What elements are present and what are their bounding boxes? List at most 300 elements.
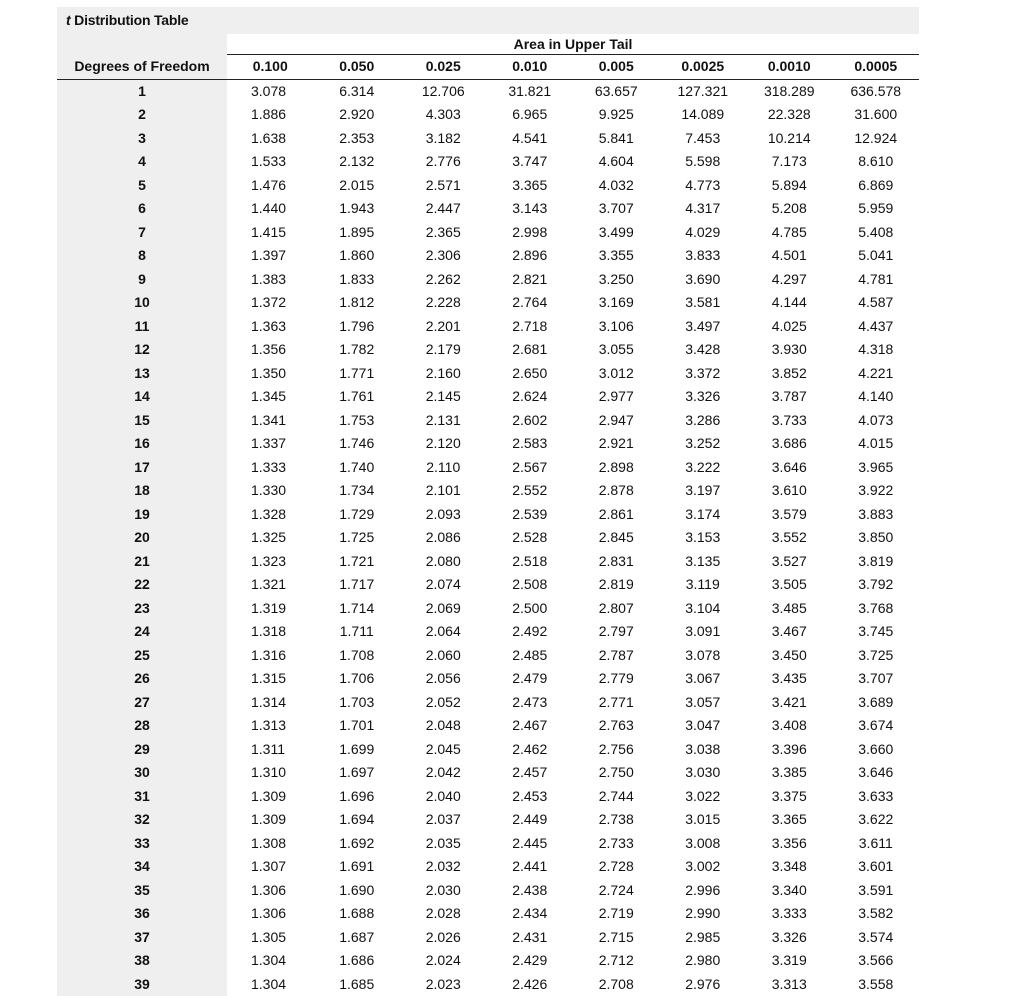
value-cell: 2.101 [400,479,487,503]
value-cell: 1.372 [227,291,314,315]
value-cell: 318.289 [746,79,833,103]
value-cell: 2.449 [487,808,574,832]
title-italic-t: t [66,12,70,28]
column-header: 0.0005 [833,55,920,80]
value-cell: 4.604 [573,150,660,174]
value-cell: 2.650 [487,362,574,386]
value-cell: 2.681 [487,338,574,362]
value-cell: 2.145 [400,385,487,409]
value-cell: 1.886 [227,103,314,127]
value-cell: 6.869 [833,174,920,198]
value-cell: 1.703 [314,691,401,715]
table-row [57,268,919,292]
value-cell: 1.533 [227,150,314,174]
table-row [57,503,919,527]
value-cell: 5.894 [746,174,833,198]
value-cell: 3.660 [833,738,920,762]
value-cell: 2.708 [573,973,660,996]
df-cell: 1 [57,79,227,103]
value-cell: 4.587 [833,291,920,315]
df-cell: 15 [57,409,227,433]
value-cell: 1.356 [227,338,314,362]
value-cell: 4.318 [833,338,920,362]
value-cell: 6.314 [314,79,401,103]
value-cell: 2.056 [400,667,487,691]
df-cell: 11 [57,315,227,339]
value-cell: 4.015 [833,432,920,456]
value-cell: 2.040 [400,785,487,809]
value-cell: 2.728 [573,855,660,879]
value-cell: 4.029 [660,221,747,245]
df-cell: 35 [57,879,227,903]
value-cell: 1.305 [227,926,314,950]
value-cell: 3.686 [746,432,833,456]
df-cell: 37 [57,926,227,950]
table-row [57,362,919,386]
value-cell: 2.120 [400,432,487,456]
table-row [57,949,919,973]
value-cell: 2.779 [573,667,660,691]
value-cell: 2.453 [487,785,574,809]
value-cell: 1.729 [314,503,401,527]
value-cell: 2.756 [573,738,660,762]
value-cell: 2.518 [487,550,574,574]
value-cell: 12.924 [833,127,920,151]
value-cell: 2.715 [573,926,660,950]
value-cell: 1.833 [314,268,401,292]
table-row [57,573,919,597]
value-cell: 1.691 [314,855,401,879]
value-cell: 3.174 [660,503,747,527]
value-cell: 1.860 [314,244,401,268]
value-cell: 2.998 [487,221,574,245]
value-cell: 1.306 [227,879,314,903]
value-cell: 1.321 [227,573,314,597]
value-cell: 2.441 [487,855,574,879]
value-cell: 1.323 [227,550,314,574]
value-cell: 1.318 [227,620,314,644]
table-row [57,738,919,762]
value-cell: 2.179 [400,338,487,362]
value-cell: 2.445 [487,832,574,856]
table-row [57,902,919,926]
value-cell: 1.696 [314,785,401,809]
table-row [57,479,919,503]
table-row [57,855,919,879]
df-cell: 21 [57,550,227,574]
value-cell: 3.135 [660,550,747,574]
table-row [57,620,919,644]
column-header: 0.050 [314,55,401,80]
value-cell: 2.462 [487,738,574,762]
value-cell: 4.073 [833,409,920,433]
table-row [57,385,919,409]
tail-header-row [57,34,919,55]
value-cell: 3.450 [746,644,833,668]
value-cell: 4.541 [487,127,574,151]
df-header-spacer [57,34,227,55]
value-cell: 3.119 [660,573,747,597]
value-cell: 2.920 [314,103,401,127]
value-cell: 2.032 [400,855,487,879]
value-cell: 9.925 [573,103,660,127]
value-cell: 4.303 [400,103,487,127]
value-cell: 1.688 [314,902,401,926]
value-cell: 2.764 [487,291,574,315]
value-cell: 1.708 [314,644,401,668]
value-cell: 3.558 [833,973,920,996]
df-cell: 22 [57,573,227,597]
value-cell: 1.701 [314,714,401,738]
value-cell: 2.821 [487,268,574,292]
value-cell: 3.591 [833,879,920,903]
value-cell: 2.074 [400,573,487,597]
df-cell: 13 [57,362,227,386]
value-cell: 2.845 [573,526,660,550]
value-cell: 3.574 [833,926,920,950]
value-cell: 2.797 [573,620,660,644]
value-cell: 1.328 [227,503,314,527]
value-cell: 2.365 [400,221,487,245]
df-cell: 23 [57,597,227,621]
value-cell: 3.355 [573,244,660,268]
value-cell: 2.807 [573,597,660,621]
value-cell: 1.330 [227,479,314,503]
value-cell: 3.930 [746,338,833,362]
value-cell: 3.197 [660,479,747,503]
df-cell: 5 [57,174,227,198]
value-cell: 3.527 [746,550,833,574]
value-cell: 2.485 [487,644,574,668]
value-cell: 636.578 [833,79,920,103]
value-cell: 3.396 [746,738,833,762]
value-cell: 1.476 [227,174,314,198]
table-row [57,291,919,315]
df-cell: 36 [57,902,227,926]
value-cell: 1.895 [314,221,401,245]
value-cell: 1.309 [227,785,314,809]
value-cell: 14.089 [660,103,747,127]
df-cell: 18 [57,479,227,503]
value-cell: 1.714 [314,597,401,621]
value-cell: 2.624 [487,385,574,409]
value-cell: 3.408 [746,714,833,738]
title-band [57,7,919,34]
value-cell: 3.078 [227,79,314,103]
column-header-row [57,55,919,80]
value-cell: 3.633 [833,785,920,809]
value-cell: 2.306 [400,244,487,268]
value-cell: 1.325 [227,526,314,550]
value-cell: 2.718 [487,315,574,339]
value-cell: 2.015 [314,174,401,198]
value-cell: 1.306 [227,902,314,926]
value-cell: 3.182 [400,127,487,151]
table-row [57,644,919,668]
value-cell: 2.980 [660,949,747,973]
value-cell: 2.985 [660,926,747,950]
df-cell: 19 [57,503,227,527]
value-cell: 3.372 [660,362,747,386]
value-cell: 1.694 [314,808,401,832]
df-cell: 31 [57,785,227,809]
table-row [57,432,919,456]
value-cell: 1.685 [314,973,401,996]
value-cell: 2.819 [573,573,660,597]
value-cell: 3.582 [833,902,920,926]
value-cell: 5.408 [833,221,920,245]
value-cell: 3.505 [746,573,833,597]
value-cell: 2.528 [487,526,574,550]
value-cell: 12.706 [400,79,487,103]
value-cell: 1.333 [227,456,314,480]
value-cell: 2.976 [660,973,747,996]
value-cell: 3.792 [833,573,920,597]
value-cell: 3.047 [660,714,747,738]
value-cell: 3.610 [746,479,833,503]
value-cell: 5.841 [573,127,660,151]
value-cell: 4.144 [746,291,833,315]
value-cell: 3.690 [660,268,747,292]
value-cell: 2.583 [487,432,574,456]
value-cell: 3.022 [660,785,747,809]
value-cell: 1.699 [314,738,401,762]
value-cell: 4.781 [833,268,920,292]
column-header: 0.0025 [660,55,747,80]
value-cell: 3.057 [660,691,747,715]
df-cell: 25 [57,644,227,668]
value-cell: 1.782 [314,338,401,362]
t-distribution-sheet [57,7,919,996]
value-cell: 2.539 [487,503,574,527]
value-cell: 3.091 [660,620,747,644]
value-cell: 2.479 [487,667,574,691]
t-table [57,34,919,996]
df-cell: 12 [57,338,227,362]
value-cell: 3.365 [746,808,833,832]
value-cell: 2.228 [400,291,487,315]
value-cell: 2.776 [400,150,487,174]
value-cell: 3.313 [746,973,833,996]
value-cell: 3.566 [833,949,920,973]
df-cell: 7 [57,221,227,245]
value-cell: 2.023 [400,973,487,996]
table-row [57,691,919,715]
value-cell: 3.646 [833,761,920,785]
value-cell: 63.657 [573,79,660,103]
table-row [57,197,919,221]
value-cell: 2.434 [487,902,574,926]
value-cell: 3.747 [487,150,574,174]
table-row [57,550,919,574]
value-cell: 3.581 [660,291,747,315]
value-cell: 1.315 [227,667,314,691]
value-cell: 7.173 [746,150,833,174]
value-cell: 2.037 [400,808,487,832]
value-cell: 3.428 [660,338,747,362]
value-cell: 31.600 [833,103,920,127]
value-cell: 3.250 [573,268,660,292]
value-cell: 2.353 [314,127,401,151]
value-cell: 3.707 [573,197,660,221]
value-cell: 2.201 [400,315,487,339]
value-cell: 3.252 [660,432,747,456]
value-cell: 2.552 [487,479,574,503]
value-cell: 1.304 [227,949,314,973]
df-cell: 29 [57,738,227,762]
value-cell: 2.042 [400,761,487,785]
value-cell: 2.571 [400,174,487,198]
value-cell: 10.214 [746,127,833,151]
table-row [57,832,919,856]
value-cell: 2.508 [487,573,574,597]
df-header: Degrees of Freedom [57,55,227,80]
value-cell: 3.319 [746,949,833,973]
value-cell: 4.221 [833,362,920,386]
value-cell: 1.363 [227,315,314,339]
table-row [57,597,919,621]
value-cell: 4.025 [746,315,833,339]
value-cell: 1.337 [227,432,314,456]
value-cell: 2.026 [400,926,487,950]
table-row [57,785,919,809]
df-cell: 39 [57,973,227,996]
value-cell: 1.686 [314,949,401,973]
value-cell: 2.426 [487,973,574,996]
value-cell: 3.707 [833,667,920,691]
value-cell: 22.328 [746,103,833,127]
value-cell: 3.467 [746,620,833,644]
value-cell: 1.307 [227,855,314,879]
df-cell: 34 [57,855,227,879]
value-cell: 1.308 [227,832,314,856]
value-cell: 1.316 [227,644,314,668]
value-cell: 3.745 [833,620,920,644]
value-cell: 2.060 [400,644,487,668]
value-cell: 1.313 [227,714,314,738]
value-cell: 2.131 [400,409,487,433]
value-cell: 3.646 [746,456,833,480]
value-cell: 3.356 [746,832,833,856]
value-cell: 2.086 [400,526,487,550]
table-row [57,221,919,245]
value-cell: 4.437 [833,315,920,339]
value-cell: 2.861 [573,503,660,527]
value-cell: 3.038 [660,738,747,762]
column-header: 0.025 [400,55,487,80]
value-cell: 1.771 [314,362,401,386]
df-cell: 8 [57,244,227,268]
value-cell: 3.435 [746,667,833,691]
value-cell: 1.638 [227,127,314,151]
value-cell: 1.746 [314,432,401,456]
value-cell: 2.262 [400,268,487,292]
value-cell: 5.208 [746,197,833,221]
value-cell: 1.341 [227,409,314,433]
value-cell: 4.140 [833,385,920,409]
value-cell: 2.602 [487,409,574,433]
df-cell: 26 [57,667,227,691]
value-cell: 2.567 [487,456,574,480]
value-cell: 3.725 [833,644,920,668]
value-cell: 3.965 [833,456,920,480]
value-cell: 1.711 [314,620,401,644]
value-cell: 3.375 [746,785,833,809]
value-cell: 1.740 [314,456,401,480]
value-cell: 3.078 [660,644,747,668]
value-cell: 3.883 [833,503,920,527]
value-cell: 3.787 [746,385,833,409]
table-row [57,244,919,268]
value-cell: 3.622 [833,808,920,832]
value-cell: 1.812 [314,291,401,315]
value-cell: 1.311 [227,738,314,762]
df-cell: 38 [57,949,227,973]
value-cell: 1.725 [314,526,401,550]
value-cell: 2.763 [573,714,660,738]
column-header: 0.005 [573,55,660,80]
value-cell: 1.697 [314,761,401,785]
table-row [57,315,919,339]
value-cell: 1.706 [314,667,401,691]
value-cell: 3.485 [746,597,833,621]
value-cell: 5.041 [833,244,920,268]
value-cell: 3.104 [660,597,747,621]
value-cell: 2.132 [314,150,401,174]
value-cell: 2.771 [573,691,660,715]
df-cell: 6 [57,197,227,221]
df-cell: 10 [57,291,227,315]
value-cell: 2.738 [573,808,660,832]
table-body [57,79,919,996]
value-cell: 2.750 [573,761,660,785]
value-cell: 1.397 [227,244,314,268]
value-cell: 1.692 [314,832,401,856]
value-cell: 2.024 [400,949,487,973]
df-cell: 28 [57,714,227,738]
value-cell: 2.447 [400,197,487,221]
value-cell: 3.768 [833,597,920,621]
value-cell: 1.717 [314,573,401,597]
value-cell: 5.598 [660,150,747,174]
value-cell: 1.309 [227,808,314,832]
value-cell: 3.385 [746,761,833,785]
value-cell: 3.008 [660,832,747,856]
value-cell: 3.850 [833,526,920,550]
table-row [57,127,919,151]
value-cell: 3.674 [833,714,920,738]
value-cell: 2.069 [400,597,487,621]
value-cell: 2.787 [573,644,660,668]
value-cell: 3.611 [833,832,920,856]
value-cell: 2.719 [573,902,660,926]
value-cell: 1.383 [227,268,314,292]
value-cell: 2.898 [573,456,660,480]
table-row [57,409,919,433]
value-cell: 2.064 [400,620,487,644]
value-cell: 2.110 [400,456,487,480]
value-cell: 2.896 [487,244,574,268]
value-cell: 2.030 [400,879,487,903]
value-cell: 3.106 [573,315,660,339]
value-cell: 2.990 [660,902,747,926]
value-cell: 2.438 [487,879,574,903]
value-cell: 2.492 [487,620,574,644]
df-cell: 4 [57,150,227,174]
value-cell: 1.690 [314,879,401,903]
value-cell: 1.314 [227,691,314,715]
value-cell: 2.052 [400,691,487,715]
